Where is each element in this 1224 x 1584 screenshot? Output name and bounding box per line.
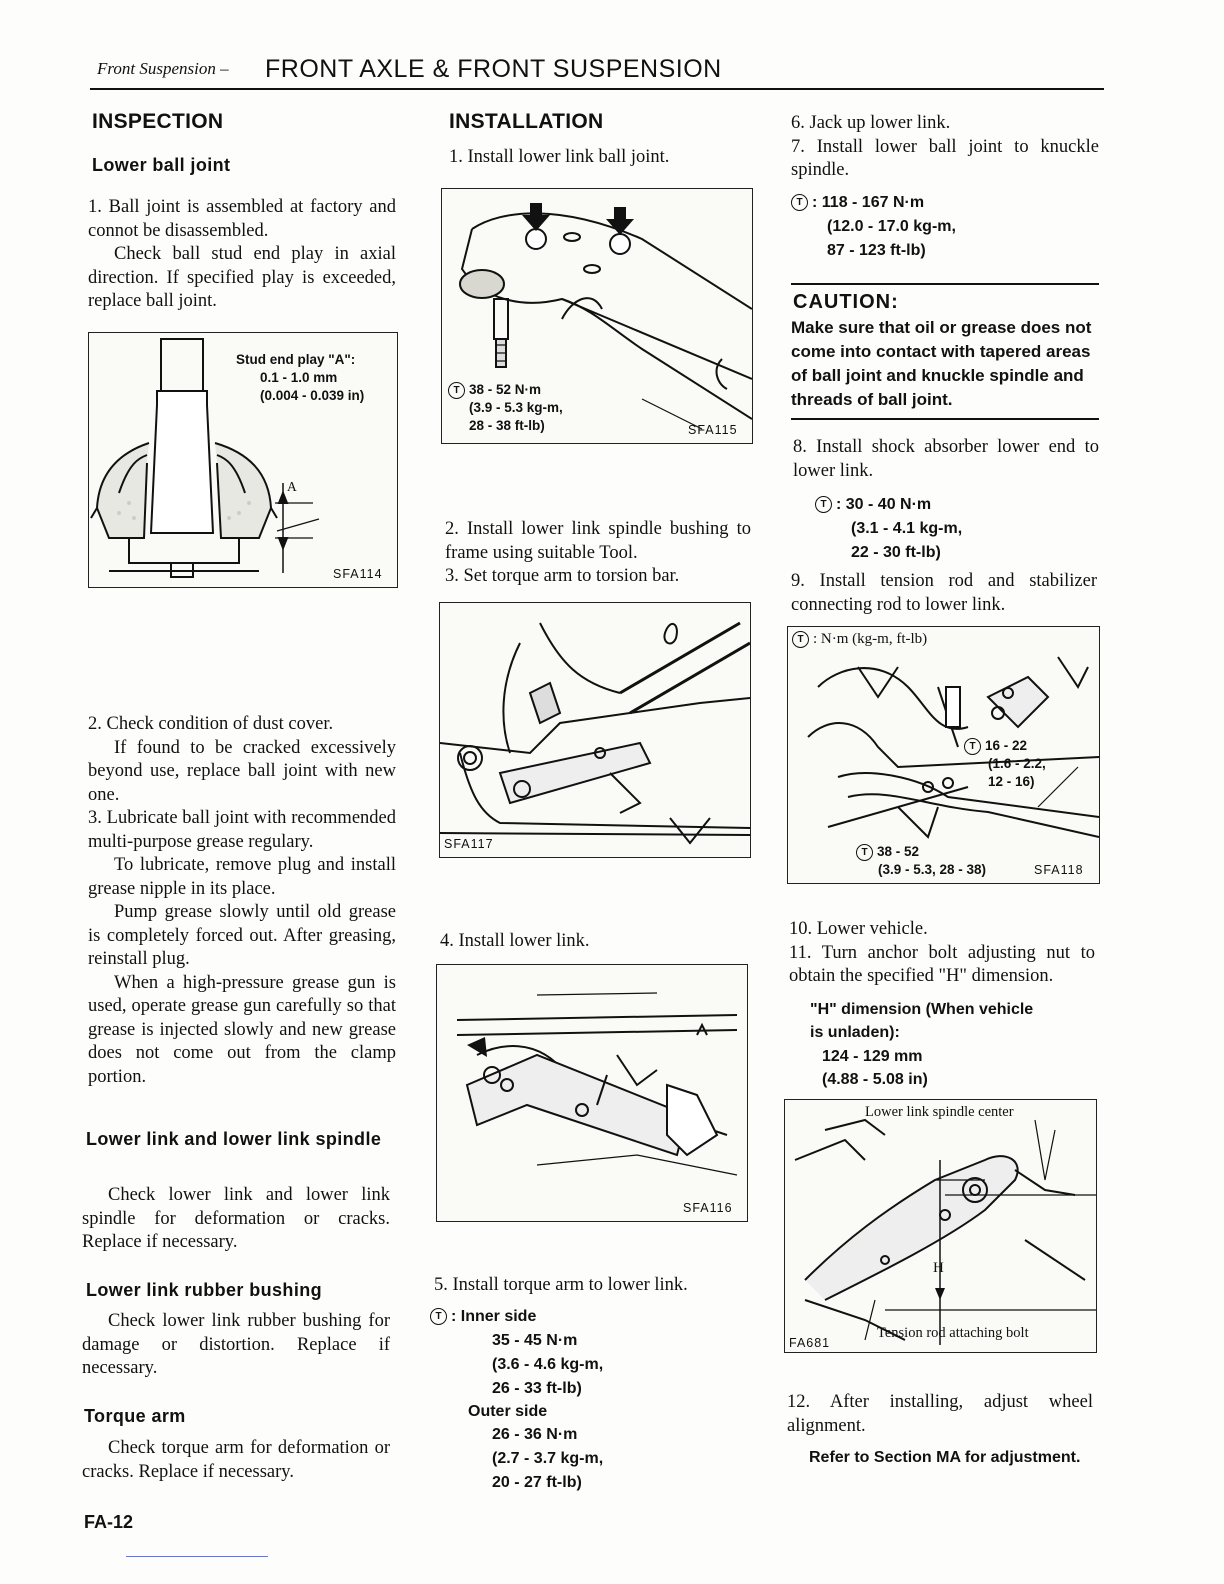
section-label: Front Suspension –	[97, 59, 229, 78]
stud-end-play-mm: 0.1 - 1.0 mm	[260, 370, 338, 385]
figure-fa681	[784, 1099, 1097, 1353]
figure-sfa114	[88, 332, 398, 588]
install-step-9: 9. Install tension rod and stabilizer connecting rod to lower link.	[791, 571, 1097, 615]
figure-code-sfa117: SFA117	[444, 837, 494, 851]
dimension-a-letter: A	[287, 479, 297, 494]
step-2: 2. Check condition of dust cover.	[88, 714, 334, 734]
install-step-12: 12. After installing, adjust wheel alignment.	[787, 1392, 1093, 1436]
lower-link-heading: Lower link and lower link spindle	[86, 1129, 382, 1149]
step-1-detail: Check ball stud end play in axial direction. If specified play is exceeded, replace ball joint.	[88, 244, 396, 311]
inspection-heading: INSPECTION	[92, 110, 224, 133]
header-rule	[90, 88, 1104, 90]
figure-code-fa681: FA681	[789, 1336, 831, 1350]
lower-link-install-diagram	[437, 965, 747, 1221]
tension-rod-bolt-label: Tension rod attaching bolt	[877, 1325, 1029, 1341]
h-dimension-in: (4.88 - 5.08 in)	[822, 1071, 928, 1088]
caution-rule-top	[791, 283, 1099, 285]
figure-sfa115	[441, 188, 753, 444]
install-step-7: 7. Install lower ball joint to knuckle spindle.	[791, 136, 1099, 180]
inner-spec-nm: 35 - 45 N·m	[492, 1332, 578, 1349]
ball-joint-diagram	[89, 333, 397, 587]
outer-side-spec: Outer side	[468, 1403, 548, 1420]
caution-heading: CAUTION:	[793, 291, 899, 313]
torque-b-2: (3.9 - 5.3, 28 - 38)	[878, 862, 987, 877]
h-dimension-mm: 124 - 129 mm	[822, 1048, 923, 1065]
install-step-6: 6. Jack up lower link.	[791, 113, 951, 133]
inner-side-spec: T : Inner side	[430, 1305, 536, 1329]
step-7-ftlb: 87 - 123 ft-lb)	[827, 242, 926, 259]
h-dimension-diagram	[785, 1100, 1096, 1352]
page-title: FRONT AXLE & FRONT SUSPENSION	[265, 55, 722, 83]
refer-section-ma: Refer to Section MA for adjustment.	[809, 1449, 1081, 1466]
figure-sfa117	[439, 602, 751, 858]
torque-icon: T	[964, 738, 981, 755]
page-number: FA-12	[84, 1512, 134, 1532]
torque-value-3: 28 - 38 ft-lb)	[469, 418, 545, 433]
torque-icon: T	[791, 194, 808, 211]
step-8-torque: T : 30 - 40 N·m	[815, 493, 931, 517]
figure-sfa118	[787, 626, 1100, 884]
step-8-ftlb: 22 - 30 ft-lb)	[851, 544, 941, 561]
step-3-pump: Pump grease slowly until old grease is completely forced out. After greasing, reinstall plug.	[88, 902, 396, 969]
step-2-detail: If found to be cracked excessively beyond use, replace ball joint with new one.	[88, 737, 396, 805]
stud-end-play-in: (0.004 - 0.039 in)	[260, 388, 365, 403]
spindle-center-label: Lower link spindle center	[865, 1104, 1014, 1120]
torque-value-2: (3.9 - 5.3 kg-m,	[469, 400, 563, 415]
tension-rod-diagram	[788, 627, 1099, 883]
torque-a-3: 12 - 16)	[988, 774, 1035, 789]
torque-arm-text: Check torque arm for deformation or cracks. Replace if necessary.	[82, 1438, 390, 1482]
inner-spec-kgm: (3.6 - 4.6 kg-m,	[492, 1356, 604, 1373]
outer-spec-kgm: (2.7 - 3.7 kg-m,	[492, 1450, 604, 1467]
step-7-torque: T : 118 - 167 N·m	[791, 191, 924, 215]
torque-icon: T	[792, 631, 809, 648]
install-step-1: 1. Install lower link ball joint.	[449, 147, 670, 167]
torque-b-1: T 38 - 52	[856, 843, 919, 861]
rubber-bushing-text: Check lower link rubber bushing for damage or distortion. Replace if necessary.	[82, 1311, 390, 1378]
step-3-lubricate: To lubricate, remove plug and install grease nipple in its place.	[88, 855, 396, 899]
figure-code-sfa114: SFA114	[333, 567, 383, 581]
install-step-2: 2. Install lower link spindle bushing to frame using suitable Tool.	[445, 519, 751, 563]
step-1: 1. Ball joint is assembled at factory and connot be disassembled.	[88, 197, 396, 241]
install-step-11: 11. Turn anchor bolt adjusting nut to obtain the specified "H" dimension.	[789, 942, 1095, 986]
figure-code-sfa116: SFA116	[683, 1201, 733, 1215]
install-step-5: 5. Install torque arm to lower link.	[434, 1275, 688, 1295]
caution-rule-bottom	[791, 418, 1099, 420]
outer-spec-ftlb: 20 - 27 ft-lb)	[492, 1474, 582, 1491]
install-step-4: 4. Install lower link.	[440, 931, 590, 951]
rubber-bushing-heading: Lower link rubber bushing	[86, 1280, 323, 1300]
torque-icon: T	[430, 1308, 447, 1325]
caution-text: Make sure that oil or grease does not come into contact with tapered areas of ball joint and knuckle spindle and threads of ball joint.	[791, 318, 1092, 409]
footer-line	[126, 1556, 268, 1557]
step-3-high-pressure: When a high-pressure grease gun is used, operate grease gun carefully so that grease is injected slowly and new grease does not come out from the clamp portion.	[88, 972, 396, 1087]
figure-code-sfa118: SFA118	[1034, 863, 1084, 877]
step-3: 3. Lubricate ball joint with recommended multi-purpose grease regulary.	[88, 808, 396, 852]
installation-heading: INSTALLATION	[449, 110, 604, 133]
outer-spec-nm: 26 - 36 N·m	[492, 1426, 578, 1443]
torque-arm-heading: Torque arm	[84, 1406, 186, 1426]
install-step-10: 10. Lower vehicle.	[789, 919, 928, 939]
h-letter: H	[933, 1260, 944, 1276]
figure-sfa116	[436, 964, 748, 1222]
torque-icon: T	[448, 382, 465, 399]
h-dimension-title-1: "H" dimension (When vehicle	[810, 1001, 1034, 1018]
lower-link-text: Check lower link and lower link spindle for deformation or cracks. Replace if necessary.	[82, 1185, 390, 1252]
torque-arm-diagram	[440, 603, 750, 857]
inner-spec-ftlb: 26 - 33 ft-lb)	[492, 1380, 582, 1397]
step-7-kgm: (12.0 - 17.0 kg-m,	[827, 218, 956, 235]
torque-a-2: (1.6 - 2.2,	[988, 756, 1046, 771]
torque-icon: T	[856, 844, 873, 861]
torque-icon: T	[815, 496, 832, 513]
h-dimension-title-2: is unladen):	[810, 1024, 900, 1041]
torque-value-1: T 38 - 52 N·m	[448, 381, 541, 399]
install-step-3: 3. Set torque arm to torsion bar.	[445, 566, 680, 586]
step-8-kgm: (3.1 - 4.1 kg-m,	[851, 520, 963, 537]
install-step-8: 8. Install shock absorber lower end to lower link.	[793, 437, 1099, 481]
unit-legend: T : N·m (kg-m, ft-lb)	[792, 631, 927, 648]
lower-ball-joint-heading: Lower ball joint	[92, 155, 231, 175]
figure-code-sfa115: SFA115	[688, 423, 738, 437]
torque-a-1: T 16 - 22	[964, 737, 1027, 755]
stud-end-play-label: Stud end play "A":	[236, 352, 356, 367]
